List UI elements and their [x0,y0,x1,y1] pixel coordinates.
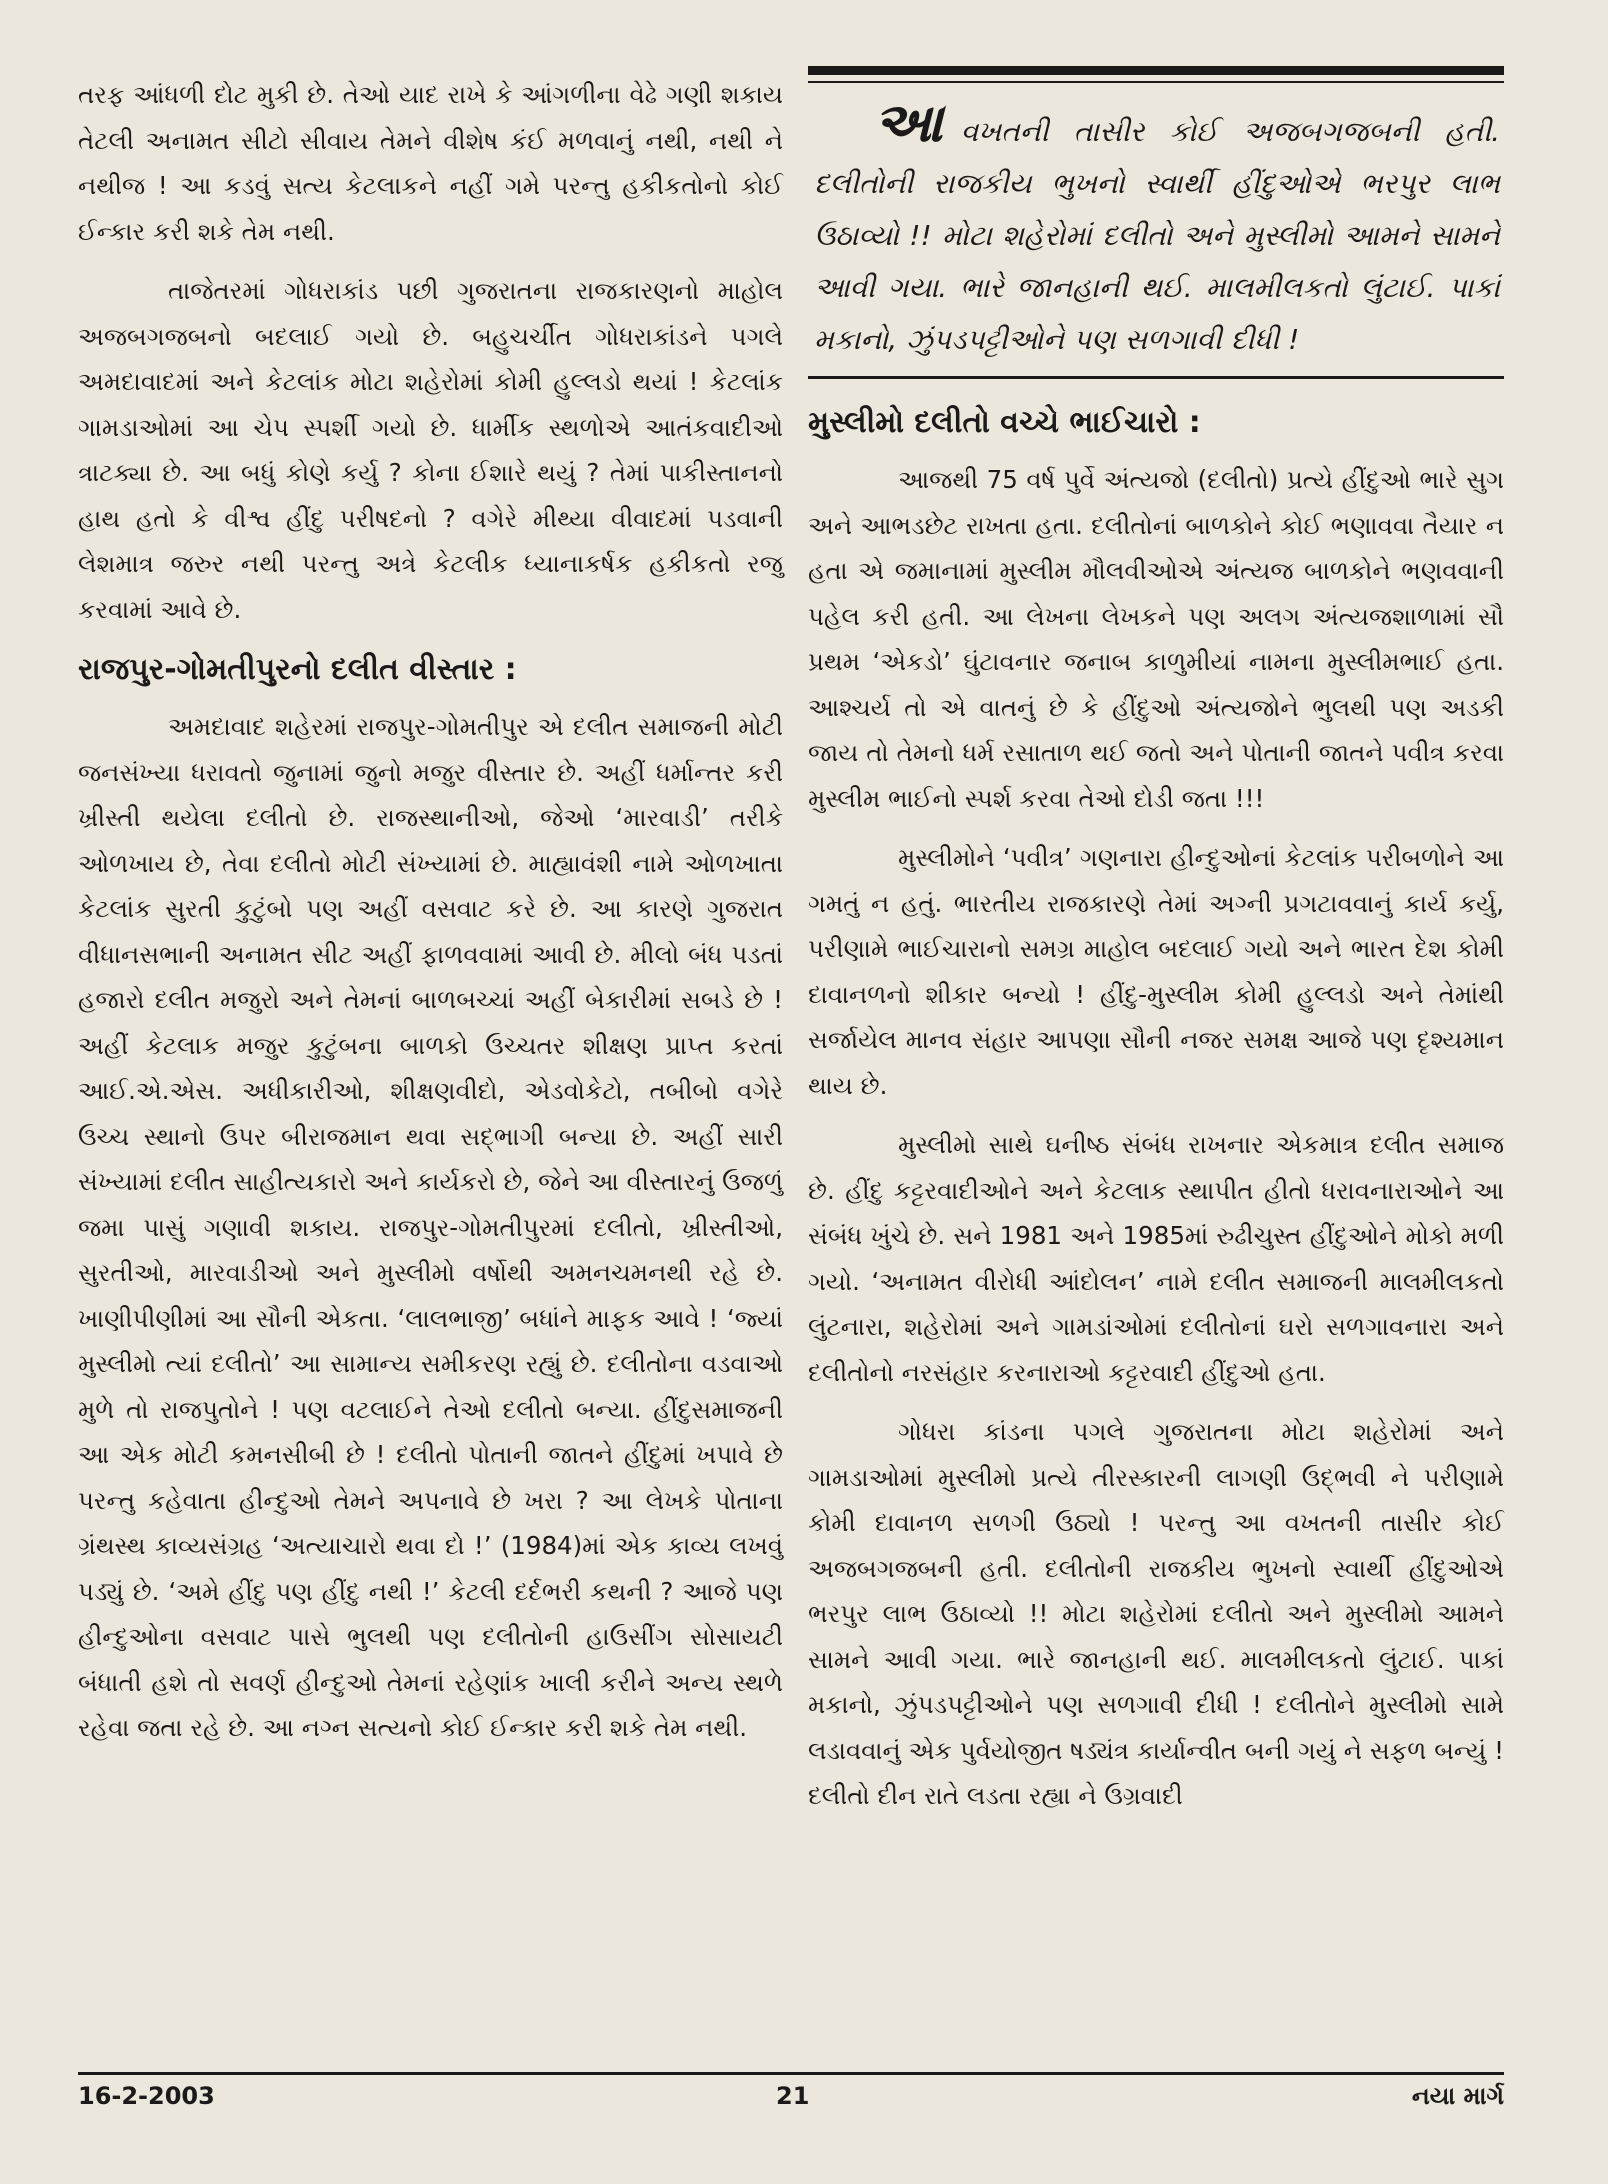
paragraph: મુસ્લીમો સાથે ઘનીષ્ઠ સંબંધ રાખનાર એકમાત્ર દલીત સમાજ છે. હીંદુ કટ્ટરવાદીઓને અને કેટલાક સ્થાપીત હીતો ધરાવનારાઓને આ સંબંધ ખુંચે છે. સને 1981 અને 1985માં રુઢીચુસ્ત હીંદુઓને મોકો મળી ગયો. ‘અનામત વીરોધી આંદોલન’ નામે દલીત સમાજની માલમીલકતો લુંટનારા, શહેરોમાં અને ગામડાંઓમાં દલીતોનાં ઘરો સળગાવનારા અને દલીતોનો નરસંહાર કરનારાઓ કટ્ટરવાદી હીંદુઓ હતા. [808,1130,1504,1387]
paragraph: આજથી 75 વર્ષ પુર્વે અંત્યજો (દલીતો) પ્રત્યે હીંદુઓ ભારે સુગ અને આભડછેટ રાખતા હતા. દલીતોનાં બાળકોને કોઈ ભણાવવા તૈયાર ન હતા એ જમાનામાં મુસ્લીમ મૌલવીઓએ અંત્યજ બાળકોને ભણવવાની પહેલ કરી હતી. આ લેખના લેખકને પણ અલગ અંત્યજશાળામાં સૌ પ્રથમ ‘એકડો’ ઘુંટાવનાર જનાબ કાળુમીયાં નામના મુસ્લીમભાઈ હતા. આશ્ચર્ય તો એ વાતનું છે કે હીંદુઓ અંત્યજોને ભુલથી પણ અડકી જાય તો તેમનો ધર્મ રસાતાળ થઈ જતો અને પોતાની જાતને પવીત્ર કરવા મુસ્લીમ ભાઈનો સ્પર્શ કરવા તેઓ દોડી જતા !!! [808,465,1504,813]
pull-quote-dropcap: આ [874,91,943,154]
right-column [808,66,1504,1833]
issue-date: 16-2-2003 [78,2082,215,2110]
paragraph: ગોધરા કાંડના પગલે ગુજરાતના મોટા શહેરોમાં અને ગામડાઓમાં મુસ્લીમો પ્રત્યે તીરસ્કારની લાગણી ઉદ્ભવી ને પરીણામે કોમી દાવાનળ સળગી ઉઠ્યો ! પરન્તુ આ વખતની તાસીર કોઈ અજબગજબની હતી. દલીતોની રાજકીય ભુખનો સ્વાર્થી હીંદુઓએ ભરપુર લાભ ઉઠાવ્યો !! મોટા શહેરોમાં દલીતો અને મુસ્લીમો આમને સામને આવી ગયા. ભારે જાનહાની થઈ. માલમીલકતો લુંટાઈ. પાકાં મકાનો, ઝુંપડપટ્ટીઓને પણ સળગાવી દીધી ! દલીતોને મુસ્લીમો સામે લડાવવાનું એક પુર્વયોજીત ષડ્યંત્ર કાર્યાન્વીત બની ગયું ને સફળ બન્યું ! દલીતો દીન રાતે લડતા રહ્યા ને ઉગ્રવાદી [808,1417,1504,1810]
section-heading: રાજપુર-ગોમતીપુરનો દલીત વીસ્તાર : [78,652,517,687]
paragraph: તરફ આંધળી દોટ મુકી છે. તેઓ યાદ રાખે કે આંગળીના વેઢે ગણી શકાય તેટલી અનામત સીટો સીવાય તેમને વીશેષ કંઈ મળવાનું નથી, નથી ને નથીજ ! આ કડવું સત્ય કેટલાકને નહીં ગમે પરન્તુ હકીકતોનો કોઈ ઈન્કાર કરી શકે તેમ નથી. [78,80,783,246]
pull-quote-text: વખતની તાસીર કોઈ અજબગજબની હતી. દલીતોની રાજકીય ભુખનો સ્વાર્થી હીંદુઓએ ભરપુર લાભ ઉઠાવ્યો !! મોટા શહેરોમાં દલીતો અને મુસ્લીમો આમને સામને આવી ગયા. ભારે જાનહાની થઈ. માલમીલકતો લુંટાઈ. પાકાં મકાનો, ઝુંપડપટ્ટીઓને પણ સળગાવી દીધી ! [814,115,1500,356]
page-number: 21 [776,2082,810,2110]
left-column [78,72,783,1765]
pull-quote-box [808,66,1504,379]
paragraph: અમદાવાદ શહેરમાં રાજપુર-ગોમતીપુર એ દલીત સમાજની મોટી જનસંખ્યા ધરાવતો જુનામાં જુનો મજુર વીસ્તાર છે. અહીં ધર્માન્તર કરી ખ્રીસ્તી થયેલા દલીતો છે. રાજસ્થાનીઓ, જેઓ ‘મારવાડી’ તરીકે ઓળખાય છે, તેવા દલીતો મોટી સંખ્યામાં છે. માહ્યાવંશી નામે ઓળખાતા કેટલાંક સુરતી કુટુંબો પણ અહીં વસવાટ કરે છે. આ કારણે ગુજરાત વીધાનસભાની અનામત સીટ અહીં ફાળવવામાં આવી છે. મીલો બંધ પડતાં હજારો દલીત મજુરો અને તેમનાં બાળબચ્ચાં અહીં બેકારીમાં સબડે છે ! અહીં કેટલાક મજુર કુટુંબના બાળકો ઉચ્ચતર શીક્ષણ પ્રાપ્ત કરતાં આઈ.એ.એસ. અધીકારીઓ, શીક્ષણવીદો, એડવોકેટો, તબીબો વગેરે ઉચ્ચ સ્થાનો ઉપર બીરાજમાન થવા સદ્ભાગી બન્યા છે. અહીં સારી સંખ્યામાં દલીત સાહીત્યકારો અને કાર્યકરો છે, જેને આ વીસ્તારનું ઉજળું જમા પાસું ગણાવી શકાય. રાજપુર-ગોમતીપુરમાં દલીતો, ખ્રીસ્તીઓ, સુરતીઓ, મારવાડીઓ અને મુસ્લીમો વર્ષોથી અમનચમનથી રહે છે. ખાણીપીણીમાં આ સૌની એકતા. ‘લાલભાજી’ બધાંને માફક આવે ! ‘જ્યાં મુસ્લીમો ત્યાં દલીતો’ આ સામાન્ય સમીકરણ રહ્યું છે. દલીતોના વડવાઓ મુળે તો રાજપુતોને ! પણ વટલાઈને તેઓ દલીતો બન્યા. હીંદુસમાજની આ એક મોટી કમનસીબી છે ! દલીતો પોતાની જાતને હીંદુમાં ખપાવે છે પરન્તુ કહેવાતા હીન્દુઓ તેમને અપનાવે છે ખરા ? આ લેખકે પોતાના ગ્રંથસ્થ કાવ્યસંગ્રહ ‘અત્યાચારો થવા દો !’ (1984)માં એક કાવ્ય લખવું પડ્યું છે. ‘અમે હીંદુ પણ હીંદુ નથી !’ કેટલી દર્દભરી કથની ? આજે પણ હીન્દુઓના વસવાટ પાસે ભુલથી પણ દલીતોની હાઉસીંગ સોસાયટી બંધાતી હશે તો સવર્ણ હીન્દુઓ તેમનાં રહેણાંક ખાલી કરીને અન્ય સ્થળે રહેવા જતા રહે છે. આ નગ્ન સત્યનો કોઈ ઈન્કાર કરી શકે તેમ નથી. [78,712,783,1742]
footer-divider [78,2072,1504,2075]
paragraph: મુસ્લીમોને ‘પવીત્ર’ ગણનારા હીન્દુઓનાં કેટલાંક પરીબળોને આ ગમતું ન હતું. ભારતીય રાજકારણે તેમાં અગ્ની પ્રગટાવવાનું કાર્ય કર્યુ, પરીણામે ભાઈચારાનો સમગ્ર માહોલ બદલાઈ ગયો અને ભારત દેશ કોમી દાવાનળનો શીકાર બન્યો ! હીંદુ-મુસ્લીમ કોમી હુલ્લડો અને તેમાંથી સર્જાયેલ માનવ સંહાર આપણા સૌની નજર સમક્ષ આજે પણ દૃશ્યમાન થાય છે. [808,843,1504,1100]
paragraph: તાજેતરમાં ગોધરાકાંડ પછી ગુજરાતના રાજકારણનો માહોલ અજબગજબનો બદલાઈ ગયો છે. બહુચર્ચીત ગોધરાકાંડને પગલે અમદાવાદમાં અને કેટલાંક મોટા શહેરોમાં કોમી હુલ્લડો થયાં ! કેટલાંક ગામડાઓમાં આ ચેપ સ્પર્શી ગયો છે. ધાર્મીક સ્થળોએ આતંકવાદીઓ ત્રાટક્યા છે. આ બધું કોણે કર્યુ ? કોના ઈશારે થયું ? તેમાં પાકીસ્તાનનો હાથ હતો કે વીશ્વ હીંદુ પરીષદનો ? વગેરે મીથ્યા વીવાદમાં પડવાની લેશમાત્ર જરુર નથી પરન્તુ અત્રે કેટલીક ધ્યાનાકર્ષક હકીકતો રજુ કરવામાં આવે છે. [78,276,783,624]
section-heading: મુસ્લીમો દલીતો વચ્ચે ભાઈચારો : [808,405,1201,440]
publication-name: નયા માર્ગ [1411,2082,1504,2110]
pull-quote [814,91,1500,366]
